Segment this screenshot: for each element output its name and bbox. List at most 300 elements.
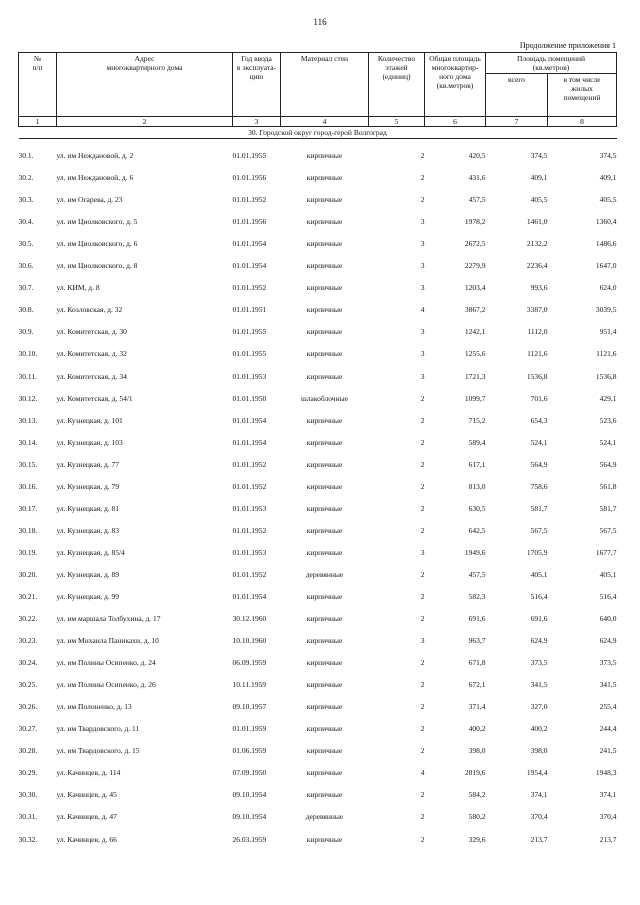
row-year: 01.01.1952 [232, 481, 267, 491]
row-premises-total: 341,5 [530, 680, 548, 690]
row-year: 01.01.1952 [232, 525, 267, 535]
row-year: 10.11.1959 [232, 680, 266, 690]
row-wall-material: кирпичные [306, 636, 343, 646]
row-floors: 3 [420, 283, 425, 293]
row-number: 30.5. [18, 239, 34, 249]
row-year: 01.01.1954 [232, 591, 267, 601]
row-address: ул. Кузнецкая, д. 101 [56, 415, 123, 425]
table-row [19, 624, 617, 646]
row-wall-material: кирпичные [306, 702, 343, 712]
row-year: 01.01.1954 [232, 261, 267, 271]
row-total-area: 642,5 [468, 525, 486, 535]
row-number: 30.7. [18, 283, 34, 293]
row-floors: 2 [420, 614, 425, 624]
row-total-area: 1203,4 [464, 283, 486, 293]
row-premises-living: 213,7 [599, 834, 617, 844]
row-total-area: 813,0 [468, 481, 486, 491]
row-number: 30.2. [18, 173, 34, 183]
row-floors: 3 [420, 349, 425, 359]
row-number: 30.11. [18, 371, 37, 381]
row-premises-total: 654,3 [530, 415, 548, 425]
row-total-area: 457,5 [468, 195, 486, 205]
row-number: 30.26. [18, 702, 38, 712]
row-premises-total: 3387,0 [526, 305, 548, 315]
row-premises-total: 373,5 [530, 658, 548, 668]
row-total-area: 1978,2 [464, 217, 486, 227]
row-premises-living: 523,6 [599, 415, 617, 425]
header-number: № п/п [19, 53, 57, 117]
table-row [19, 315, 617, 337]
row-wall-material: деревянные [305, 569, 344, 579]
row-address: ул. Комитетская, д. 34 [56, 371, 127, 381]
row-premises-living: 567,5 [599, 525, 617, 535]
row-premises-total: 213,7 [530, 834, 548, 844]
row-wall-material: кирпичные [306, 547, 343, 557]
row-floors: 2 [420, 459, 425, 469]
row-wall-material: кирпичные [306, 680, 343, 690]
row-floors: 2 [420, 591, 425, 601]
row-wall-material: кирпичные [306, 415, 343, 425]
row-year: 01.06.1959 [232, 746, 267, 756]
row-total-area: 457,5 [468, 569, 486, 579]
row-floors: 2 [420, 702, 425, 712]
row-premises-total: 327,0 [530, 702, 548, 712]
row-total-area: 400,2 [468, 724, 486, 734]
table-row [19, 161, 617, 183]
table-row [19, 205, 617, 227]
row-premises-living: 624,9 [599, 636, 617, 646]
column-number: 1 [19, 117, 57, 127]
row-address: ул. Кузнецкая, д. 83 [56, 525, 120, 535]
table-row [19, 382, 617, 404]
row-year: 09.10.1954 [232, 790, 267, 800]
row-address: ул. им Твардовского, д. 15 [56, 746, 140, 756]
row-premises-total: 993,6 [530, 283, 548, 293]
header-premises-area: Площадь помещений (кв.метров) [486, 53, 617, 74]
row-number: 30.32. [18, 834, 38, 844]
header-year: Год ввода в эксплуата- цию [233, 53, 281, 117]
row-address: ул. Качинцев, д. 47 [56, 812, 117, 822]
row-total-area: 582,3 [468, 591, 486, 601]
table-row [19, 800, 617, 822]
row-wall-material: кирпичные [306, 217, 343, 227]
row-premises-total: 1705,9 [526, 547, 548, 557]
row-floors: 2 [420, 151, 425, 161]
row-floors: 4 [420, 305, 425, 315]
row-floors: 2 [420, 173, 425, 183]
row-year: 01.01.1956 [232, 217, 267, 227]
table-row [19, 426, 617, 448]
row-address: ул. Кузнецкая, д. 103 [56, 437, 123, 447]
header-column-numbers [19, 117, 617, 127]
row-total-area: 671,8 [468, 658, 486, 668]
table-row [19, 337, 617, 359]
row-premises-living: 374,5 [599, 151, 617, 161]
row-number: 30.9. [18, 327, 34, 337]
row-floors: 2 [420, 680, 425, 690]
row-premises-living: 581,7 [599, 503, 617, 513]
row-number: 30.31. [18, 812, 38, 822]
header-floors: Количество этажей (единиц) [369, 53, 425, 117]
row-premises-living: 405,5 [599, 195, 617, 205]
row-address: ул. Кузнецкая, д. 77 [56, 459, 120, 469]
row-total-area: 420,5 [468, 151, 486, 161]
row-year: 01.01.1956 [232, 173, 267, 183]
row-number: 30.24. [18, 658, 38, 668]
section-title: 30. Городской округ город-герой Волгоград [19, 127, 617, 139]
row-number: 30.27. [18, 724, 38, 734]
row-floors: 2 [420, 724, 425, 734]
header-premises-living: в том числе жилых помещений [548, 74, 617, 117]
row-address: ул. КИМ, д. 8 [56, 283, 100, 293]
row-floors: 2 [420, 481, 425, 491]
row-address: ул. Комитетская, д. 30 [56, 327, 127, 337]
table-row [19, 822, 617, 844]
page-number: 116 [313, 17, 327, 27]
row-number: 30.20. [18, 569, 38, 579]
row-total-area: 589,4 [468, 437, 486, 447]
row-premises-living: 370,4 [599, 812, 617, 822]
row-premises-total: 1461,0 [526, 217, 548, 227]
row-premises-living: 1677,7 [595, 547, 617, 557]
table-row [19, 249, 617, 271]
row-year: 01.01.1952 [232, 283, 267, 293]
row-wall-material: кирпичные [306, 525, 343, 535]
row-premises-total: 701,6 [530, 393, 548, 403]
row-premises-living: 624,0 [599, 283, 617, 293]
row-wall-material: кирпичные [306, 768, 343, 778]
row-wall-material: кирпичные [306, 151, 343, 161]
row-total-area: 715,2 [468, 415, 486, 425]
row-address: ул. им Нежданoвой, д. 2 [56, 151, 134, 161]
row-address: ул. им Твардовского, д. 11 [56, 724, 140, 734]
row-address: ул. им Нежданoвой, д. 6 [56, 173, 134, 183]
row-wall-material: кирпичные [306, 790, 343, 800]
row-number: 30.12. [18, 393, 38, 403]
row-floors: 3 [420, 327, 425, 337]
row-year: 01.01.1955 [232, 349, 267, 359]
row-premises-living: 341,5 [599, 680, 617, 690]
row-floors: 2 [420, 195, 425, 205]
row-premises-total: 370,4 [530, 812, 548, 822]
row-year: 26.03.1959 [232, 834, 267, 844]
row-floors: 2 [420, 503, 425, 513]
row-premises-living: 405,1 [599, 569, 617, 579]
row-total-area: 580,2 [468, 812, 486, 822]
table-row [19, 139, 617, 162]
row-floors: 2 [420, 569, 425, 579]
row-floors: 2 [420, 415, 425, 425]
row-total-area: 3867,2 [464, 305, 486, 315]
row-floors: 3 [420, 261, 425, 271]
row-number: 30.16. [18, 481, 38, 491]
row-floors: 2 [420, 393, 425, 403]
row-address: ул. им Огарева, д. 23 [56, 195, 123, 205]
row-number: 30.25. [18, 680, 38, 690]
row-floors: 3 [420, 239, 425, 249]
row-year: 01.01.1955 [232, 151, 267, 161]
table-row [19, 448, 617, 470]
column-number: 5 [369, 117, 425, 127]
row-total-area: 1721,3 [464, 371, 486, 381]
table-row [19, 712, 617, 734]
row-year: 01.01.1952 [232, 569, 267, 579]
row-number: 30.8. [18, 305, 34, 315]
row-number: 30.4. [18, 217, 34, 227]
row-year: 07.09.1950 [232, 768, 267, 778]
row-floors: 2 [420, 658, 425, 668]
table-row [19, 778, 617, 800]
row-total-area: 1242,1 [464, 327, 486, 337]
row-floors: 2 [420, 790, 425, 800]
row-wall-material: кирпичные [306, 724, 343, 734]
row-number: 30.23. [18, 636, 38, 646]
row-total-area: 1949,6 [464, 547, 486, 557]
row-year: 01.01.1951 [232, 305, 267, 315]
row-premises-living: 640,0 [599, 614, 617, 624]
row-address: ул. Качинцев, д. 45 [56, 790, 117, 800]
table-row [19, 734, 617, 756]
row-premises-living: 244,4 [599, 724, 617, 734]
row-premises-total: 524,1 [530, 437, 548, 447]
row-floors: 3 [420, 371, 425, 381]
row-premises-living: 1121,6 [596, 349, 617, 359]
row-number: 30.21. [18, 591, 38, 601]
row-year: 01.01.1952 [232, 459, 267, 469]
row-premises-living: 951,4 [599, 327, 617, 337]
row-floors: 3 [420, 636, 425, 646]
header-premises-total: всего [486, 74, 548, 117]
row-number: 30.15. [18, 459, 38, 469]
row-address: ул. им Циолковского, д. 8 [56, 261, 138, 271]
row-premises-total: 409,1 [530, 173, 548, 183]
row-address: ул. Кузнецкая, д. 99 [56, 591, 120, 601]
row-wall-material: кирпичные [306, 283, 343, 293]
row-premises-total: 624,9 [530, 636, 548, 646]
row-year: 09.10.1957 [232, 702, 267, 712]
row-premises-living: 409,1 [599, 173, 617, 183]
row-address: ул. Кузнецкая, д. 89 [56, 569, 120, 579]
row-year: 01.01.1954 [232, 239, 267, 249]
column-number: 7 [486, 117, 548, 127]
row-premises-total: 516,4 [530, 591, 548, 601]
row-year: 01.01.1953 [232, 503, 267, 513]
row-premises-total: 405,5 [530, 195, 548, 205]
row-premises-total: 581,7 [530, 503, 548, 513]
row-total-area: 2672,5 [464, 239, 486, 249]
row-premises-total: 405,1 [530, 569, 548, 579]
continuation-note: Продолжение приложения 1 [519, 41, 616, 50]
row-wall-material: кирпичные [306, 459, 343, 469]
row-address: ул. Комитетская, д. 32 [56, 349, 127, 359]
header-wall-material: Материал стен [281, 53, 369, 117]
table-row [19, 359, 617, 381]
row-number: 30.28. [18, 746, 38, 756]
row-premises-living: 561,8 [599, 481, 617, 491]
row-floors: 3 [420, 547, 425, 557]
row-number: 30.19. [18, 547, 38, 557]
column-number: 2 [57, 117, 233, 127]
row-premises-living: 241,5 [599, 746, 617, 756]
row-number: 30.18. [18, 525, 38, 535]
row-premises-total: 398,0 [530, 746, 548, 756]
row-premises-total: 691,6 [530, 614, 548, 624]
table-row [19, 646, 617, 668]
row-number: 30.29. [18, 768, 38, 778]
row-wall-material: кирпичные [306, 327, 343, 337]
row-address: ул. им Полoненко, д. 13 [56, 702, 132, 712]
row-wall-material: деревянные [305, 812, 344, 822]
row-premises-total: 758,6 [530, 481, 548, 491]
row-premises-total: 2236,4 [526, 261, 548, 271]
row-premises-total: 567,5 [530, 525, 548, 535]
row-total-area: 2279,9 [464, 261, 486, 271]
row-floors: 2 [420, 437, 425, 447]
row-wall-material: кирпичные [306, 503, 343, 513]
row-address: ул. Кузнецкая, д. 85/4 [56, 547, 125, 557]
row-total-area: 963,7 [468, 636, 486, 646]
row-total-area: 672,1 [468, 680, 486, 690]
row-number: 30.14. [18, 437, 38, 447]
table-row [19, 271, 617, 293]
row-wall-material: кирпичные [306, 614, 343, 624]
row-total-area: 329,6 [468, 834, 486, 844]
column-number: 8 [548, 117, 617, 127]
row-year: 30.12.1960 [232, 614, 267, 624]
row-wall-material: кирпичные [306, 591, 343, 601]
row-floors: 2 [420, 834, 425, 844]
row-address: ул. Качинцев, д. 114 [56, 768, 121, 778]
row-address: ул. Комитетская, д. 54/1 [56, 393, 133, 403]
row-premises-living: 374,1 [599, 790, 617, 800]
row-address: ул. им Полины Осипенко, д. 24 [56, 658, 156, 668]
row-address: ул. им маршала Толбухина, д. 17 [56, 614, 161, 624]
row-number: 30.3. [18, 195, 34, 205]
row-year: 01.01.1954 [232, 415, 267, 425]
row-number: 30.22. [18, 614, 38, 624]
table-row [19, 536, 617, 558]
row-year: 10.10.1960 [232, 636, 267, 646]
row-premises-living: 516,4 [599, 591, 617, 601]
row-wall-material: кирпичные [306, 173, 343, 183]
row-wall-material: кирпичные [306, 305, 343, 315]
row-year: 06.09.1959 [232, 658, 267, 668]
row-premises-total: 374,1 [530, 790, 548, 800]
row-wall-material: кирпичные [306, 437, 343, 447]
row-year: 01.01.1950 [232, 393, 267, 403]
row-wall-material: кирпичные [306, 481, 343, 491]
table-row [19, 558, 617, 580]
column-number: 4 [281, 117, 369, 127]
row-premises-total: 2132,2 [526, 239, 548, 249]
row-floors: 2 [420, 812, 425, 822]
header-total-building-area: Общая площадь многоквартир- ного дома (кв.метров) [425, 53, 486, 117]
row-address: ул. Кузнецкая, д. 81 [56, 503, 120, 513]
row-total-area: 1099,7 [464, 393, 486, 403]
row-address: ул. им Циолковского, д. 6 [56, 239, 138, 249]
row-wall-material: кирпичные [306, 746, 343, 756]
row-total-area: 1255,6 [464, 349, 486, 359]
row-address: ул. Качинцев, д. 66 [56, 834, 117, 844]
row-total-area: 617,1 [468, 459, 486, 469]
column-number: 3 [233, 117, 281, 127]
column-number: 6 [425, 117, 486, 127]
row-number: 30.13. [18, 415, 38, 425]
row-total-area: 398,0 [468, 746, 486, 756]
row-floors: 2 [420, 746, 425, 756]
row-premises-living: 1948,3 [595, 768, 617, 778]
table-row [19, 514, 617, 536]
row-total-area: 691,6 [468, 614, 486, 624]
row-premises-total: 400,2 [530, 724, 548, 734]
row-premises-total: 1112,0 [527, 327, 548, 337]
row-address: ул. Кузнецкая, д. 79 [56, 481, 120, 491]
table-row [19, 293, 617, 315]
table-row [19, 227, 617, 249]
table-row [19, 668, 617, 690]
row-year: 01.01.1952 [232, 195, 267, 205]
table-row [19, 183, 617, 205]
row-wall-material: кирпичные [306, 658, 343, 668]
row-wall-material: кирпичные [306, 239, 343, 249]
apartment-buildings-table [18, 52, 617, 845]
row-year: 01.01.1959 [232, 724, 267, 734]
table-row [19, 470, 617, 492]
row-wall-material: кирпичные [306, 349, 343, 359]
table-row [19, 602, 617, 624]
row-floors: 4 [420, 768, 425, 778]
row-premises-living: 3039,5 [595, 305, 617, 315]
row-premises-total: 1954,4 [526, 768, 548, 778]
row-premises-living: 564,9 [599, 459, 617, 469]
table-row [19, 756, 617, 778]
row-wall-material: кирпичные [306, 261, 343, 271]
row-year: 01.01.1954 [232, 437, 267, 447]
row-number: 30.10. [18, 349, 38, 359]
row-year: 01.01.1953 [232, 371, 267, 381]
row-total-area: 431,6 [468, 173, 486, 183]
row-number: 30.1. [18, 151, 34, 161]
row-total-area: 371,4 [468, 702, 486, 712]
row-premises-total: 1121,6 [527, 349, 548, 359]
row-premises-living: 1647,0 [595, 261, 617, 271]
row-wall-material: кирпичные [306, 371, 343, 381]
row-address: ул. им Михаила Паникахи, д. 10 [56, 636, 159, 646]
row-premises-living: 373,5 [599, 658, 617, 668]
row-premises-living: 1360,4 [595, 217, 617, 227]
row-number: 30.17. [18, 503, 38, 513]
row-number: 30.30. [18, 790, 38, 800]
row-total-area: 630,5 [468, 503, 486, 513]
row-total-area: 2819,6 [464, 768, 486, 778]
row-premises-living: 1536,8 [595, 371, 617, 381]
header-address: Адрес многоквартирного дома [57, 53, 233, 117]
row-year: 01.01.1953 [232, 547, 267, 557]
row-premises-total: 1536,8 [526, 371, 548, 381]
row-floors: 2 [420, 525, 425, 535]
row-year: 01.01.1955 [232, 327, 267, 337]
row-number: 30.6. [18, 261, 34, 271]
table-row [19, 690, 617, 712]
row-address: ул. им Циолковского, д. 5 [56, 217, 138, 227]
row-wall-material: кирпичные [306, 834, 343, 844]
row-total-area: 584,2 [468, 790, 486, 800]
row-wall-material: шлакоблочные [301, 393, 348, 403]
row-premises-living: 429,1 [599, 393, 617, 403]
table-row [19, 492, 617, 514]
row-floors: 3 [420, 217, 425, 227]
table-row [19, 580, 617, 602]
